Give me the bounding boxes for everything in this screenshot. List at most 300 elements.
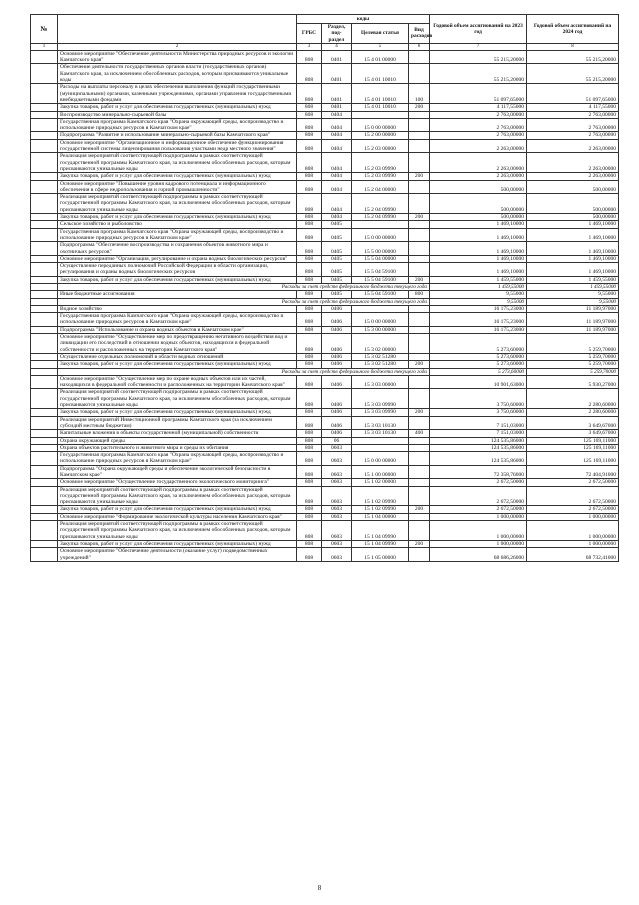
row-vol-2024-cell: 1 469,10000 [527,228,619,242]
table-row [31,540,619,547]
row-grbs-cell: 808 [297,255,322,262]
row-name-cell: Государственная программа Камчатского края "Охрана окружающей среды, воспроизводство и использование природных ресурсов в Камчатском крае" [58,452,297,466]
index-cell: 3 [297,43,322,50]
row-razdel-cell: 0406 [322,416,352,430]
row-razdel-cell: 0404 [322,214,352,221]
row-vol-2024-cell: 125 169,11000 [527,444,619,451]
row-target-cell: 15 1 02 09990 [352,506,409,513]
row-name-cell: Обеспечение деятельности государственных органов власти (государственных органов) Камчатского края, за исключением обособленных расходов, которым присваиваются уникальные коды [58,64,297,84]
row-vol-2023-cell: 2 763,00000 [430,118,527,132]
row-target-cell: 15 1 02 00000 [352,479,409,486]
row-target-cell: 15 4 01 10010 [352,64,409,84]
row-vid-cell [409,111,430,118]
row-number-cell [31,255,58,262]
table-row [31,50,619,64]
row-vol-2024-cell: 2 280,60000 [527,389,619,409]
row-vol-2024-cell: 11 189,97000 [527,313,619,327]
row-razdel-cell: 0401 [322,84,352,104]
table-row [31,513,619,520]
row-vol-2024-cell: 500,00000 [527,194,619,214]
row-number-cell [31,118,58,132]
row-target-cell: 15 3 03 10130 [352,430,409,437]
row-vid-cell [409,465,430,479]
row-vol-2023-cell: 1 469,10000 [430,263,527,277]
row-vol-2024-cell: 2 672,50000 [527,506,619,513]
row-grbs-cell: 808 [297,416,322,430]
row-grbs-cell: 808 [297,118,322,132]
table-row [31,228,619,242]
row-vol-2024-cell: 3 649,67000 [527,416,619,430]
row-number-cell [31,361,58,368]
header-codes: коды [297,15,430,24]
row-name-cell: Реализация мероприятий соответствующей подпрограммы в рамках соответствующей государственной программы Камчатского края, за исключением обособленных расходов, которым присваиваются уникальные коды [58,389,297,409]
row-target-cell: 15 2 03 00000 [352,139,409,153]
row-razdel-cell: 0401 [322,64,352,84]
row-razdel-cell: 0603 [322,479,352,486]
row-grbs-cell: 808 [297,139,322,153]
table-row [31,214,619,221]
header-no: № [31,15,58,44]
row-vid-cell: 200 [409,173,430,180]
row-vid-cell [409,132,430,139]
row-name-cell: Расходы за счет средств федерального бюджета текущего года [58,368,430,375]
row-number-cell [31,139,58,153]
row-vol-2023-cell: 124 535,86000 [430,437,527,444]
row-target-cell: 15 0 00 00000 [352,452,409,466]
row-grbs-cell: 808 [297,361,322,368]
row-name-cell: Закупка товаров, работ и услуг для обеспечения государственных (муниципальных) нужд [58,104,297,111]
row-vid-cell: 200 [409,409,430,416]
row-vol-2023-cell: 2 263,00000 [430,173,527,180]
index-cell: 4 [322,43,352,50]
row-grbs-cell: 808 [297,276,322,283]
row-vid-cell [409,486,430,506]
row-razdel-cell: 0404 [322,139,352,153]
row-grbs-cell: 808 [297,486,322,506]
row-grbs-cell: 808 [297,214,322,221]
row-razdel-cell: 0405 [322,255,352,262]
row-vol-2023-cell: 124 535,86000 [430,444,527,451]
row-razdel-cell: 0404 [322,180,352,194]
table-row [31,153,619,173]
row-vol-2024-cell: 2 763,00000 [527,111,619,118]
row-name-cell: Закупка товаров, работ и услуг для обеспечения государственных (муниципальных) нужд [58,409,297,416]
row-vid-cell [409,255,430,262]
row-number-cell [31,430,58,437]
row-vid-cell: 100 [409,84,430,104]
header-razdel: Раздел, под-раздел [322,24,352,44]
table-row [31,361,619,368]
row-grbs-cell: 808 [297,479,322,486]
table-row [31,313,619,327]
row-vid-cell [409,513,430,520]
row-grbs-cell: 808 [297,540,322,547]
row-target-cell [352,444,409,451]
row-razdel-cell: 0405 [322,276,352,283]
row-vol-2023-cell: 9,55000 [430,291,527,298]
row-razdel-cell: 0406 [322,430,352,437]
row-number-cell [31,153,58,173]
index-cell: 5 [352,43,409,50]
row-name-cell: Подпрограмма "Охрана окружающей среды и обеспечение экологической безопасности в Камчатском крае" [58,465,297,479]
row-vol-2024-cell: 2 763,00000 [527,118,619,132]
row-vol-2024-cell: 1 000,00000 [527,521,619,541]
row-number-cell [31,465,58,479]
row-vol-2024-cell: 1 469,10000 [527,263,619,277]
row-razdel-cell: 0405 [322,291,352,298]
row-target-cell [352,437,409,444]
row-vid-cell [409,437,430,444]
row-number-cell [31,50,58,64]
row-grbs-cell: 808 [297,263,322,277]
row-grbs-cell: 808 [297,375,322,389]
row-number-cell [31,84,58,104]
row-number-cell [31,263,58,277]
row-grbs-cell: 808 [297,242,322,256]
row-target-cell: 15 0 00 00000 [352,228,409,242]
row-number-cell [31,305,58,312]
row-number-cell [31,228,58,242]
row-vol-2023-cell: 500,00000 [430,194,527,214]
row-number-cell [31,409,58,416]
row-vol-2023-cell: 7 151,03000 [430,430,527,437]
row-target-cell: 15 3 03 09990 [352,409,409,416]
row-number-cell [31,326,58,333]
row-vol-2023-cell: 5 273,60000 [430,368,527,375]
row-name-cell: Основное мероприятие "Организационное и информационное обеспечение функционирования государственной системы лицензирования пользования участками недр местного значения" [58,139,297,153]
row-razdel-cell: 0406 [322,313,352,327]
row-vol-2023-cell: 2 763,00000 [430,132,527,139]
row-target-cell: 15 0 00 00000 [352,313,409,327]
row-razdel-cell: 0603 [322,486,352,506]
table-row [31,291,619,298]
row-vol-2023-cell: 2 263,00000 [430,139,527,153]
row-name-cell: Основное мероприятие "Организация, регулирование и охрана водных биологических ресурсов" [58,255,297,262]
row-vol-2023-cell: 2 672,50000 [430,479,527,486]
row-vol-2024-cell: 9,55000 [527,291,619,298]
row-razdel-cell: 0603 [322,444,352,451]
row-razdel-cell: 0603 [322,540,352,547]
row-vol-2024-cell: 1 000,00000 [527,513,619,520]
row-grbs-cell: 808 [297,389,322,409]
row-vid-cell [409,353,430,360]
row-vol-2024-cell: 5 930,27000 [527,375,619,389]
row-vol-2023-cell: 51 097,65000 [430,84,527,104]
row-vid-cell [409,548,430,562]
row-vid-cell [409,263,430,277]
row-number-cell [31,506,58,513]
row-target-cell: 15 1 04 00000 [352,513,409,520]
row-number-cell [31,548,58,562]
row-number-cell [31,444,58,451]
row-number-cell [31,221,58,228]
table-row [31,276,619,283]
row-vol-2024-cell: 11 189,97000 [527,305,619,312]
row-vol-2023-cell: 1 000,00000 [430,513,527,520]
row-vol-2023-cell: 2 672,50000 [430,506,527,513]
row-vol-2024-cell: 5 259,70000 [527,334,619,354]
row-target-cell: 15 3 02 00000 [352,334,409,354]
row-razdel-cell: 06 [322,437,352,444]
row-vid-cell: 200 [409,214,430,221]
row-vid-cell: 200 [409,104,430,111]
table-row [31,444,619,451]
table-row [31,506,619,513]
row-name-cell: Охрана объектов растительного и животного мира и среды их обитания [58,444,297,451]
row-name-cell: Закупка товаров, работ и услуг для обеспечения государственных (муниципальных) нужд [58,214,297,221]
row-name-cell: Воспроизводство минерально-сырьевой базы [58,111,297,118]
row-target-cell: 15 0 00 00000 [352,118,409,132]
row-target-cell: 15 2 00 00000 [352,132,409,139]
row-name-cell: Государственная программа Камчатского края "Охрана окружающей среды, воспроизводство и использование природных ресурсов в Камчатском крае" [58,313,297,327]
row-vol-2023-cell: 9,55000 [430,298,527,305]
row-target-cell [352,305,409,312]
row-vol-2023-cell: 2 263,00000 [430,153,527,173]
row-vol-2023-cell: 3 750,60000 [430,389,527,409]
row-vol-2023-cell: 72 358,76000 [430,465,527,479]
table-row [31,548,619,562]
row-name-cell: Государственная программа Камчатского края "Охрана окружающей среды, воспроизводство и использование природных ресурсов в Камчатском крае" [58,228,297,242]
index-cell: 6 [409,43,430,50]
row-vol-2023-cell: 124 535,86000 [430,452,527,466]
row-grbs-cell: 808 [297,132,322,139]
table-row [31,242,619,256]
table-row [31,111,619,118]
row-vol-2024-cell: 2 263,00000 [527,173,619,180]
row-vol-2023-cell: 1 469,10000 [430,255,527,262]
row-number-cell [31,375,58,389]
row-target-cell [352,111,409,118]
row-grbs-cell: 808 [297,326,322,333]
row-target-cell: 15 5 04 59100 [352,276,409,283]
row-target-cell: 15 2 04 09990 [352,194,409,214]
row-vol-2024-cell: 55 215,20000 [527,64,619,84]
row-vol-2024-cell: 2 280,60000 [527,409,619,416]
row-vid-cell [409,228,430,242]
table-body [31,50,619,561]
row-number-cell [31,242,58,256]
table-row [31,465,619,479]
row-razdel-cell: 0603 [322,465,352,479]
table-row [31,64,619,84]
row-vol-2024-cell: 2 263,00000 [527,139,619,153]
row-vol-2024-cell: 51 097,65000 [527,84,619,104]
row-target-cell: 15 2 04 09990 [352,214,409,221]
row-name-cell: Подпрограмма "Развитие и использование минерально-сырьевой базы Камчатского края" [58,132,297,139]
row-grbs-cell: 808 [297,513,322,520]
row-name-cell: Закупка товаров, работ и услуг для обеспечения государственных (муниципальных) нужд [58,506,297,513]
row-vol-2023-cell: 2 763,00000 [430,111,527,118]
row-vid-cell [409,64,430,84]
row-vol-2024-cell: 125 169,11000 [527,437,619,444]
row-number-cell [31,291,58,298]
row-vol-2024-cell: 1 459,55000 [527,276,619,283]
row-number-cell [31,132,58,139]
row-name-cell: Расходы за счет средств федерального бюджета текущего года [58,298,430,305]
row-number-cell [31,521,58,541]
row-grbs-cell: 808 [297,180,322,194]
row-grbs-cell: 808 [297,50,322,64]
row-name-cell: Основное мероприятие "Повышение уровня кадрового потенциала и информационного обеспечения в сфере недропользования и горной промышленности" [58,180,297,194]
row-grbs-cell: 808 [297,452,322,466]
row-target-cell: 15 2 03 09990 [352,173,409,180]
row-vol-2023-cell: 55 215,20000 [430,64,527,84]
row-vid-cell [409,118,430,132]
row-vol-2023-cell: 5 273,60000 [430,334,527,354]
row-vol-2023-cell: 1 469,10000 [430,221,527,228]
row-name-cell: Основное мероприятие "Осуществление мер по предотвращению негативного воздействия вод и ликвидации его последствий в отношении водных объектов, находящихся в федеральной собственности и расположенных на территории Камчатского края" [58,334,297,354]
row-vid-cell [409,521,430,541]
row-razdel-cell: 0603 [322,506,352,513]
row-number-cell [31,479,58,486]
row-vol-2023-cell: 5 273,60000 [430,353,527,360]
row-target-cell: 15 5 04 59100 [352,263,409,277]
row-number-cell [31,353,58,360]
row-razdel-cell: 0404 [322,173,352,180]
row-vol-2023-cell: 1 469,10000 [430,242,527,256]
row-number-cell [31,368,58,375]
row-grbs-cell: 808 [297,291,322,298]
row-grbs-cell: 808 [297,444,322,451]
row-vol-2024-cell: 1 000,00000 [527,540,619,547]
row-grbs-cell: 808 [297,353,322,360]
row-grbs-cell: 808 [297,173,322,180]
row-vid-cell: 800 [409,291,430,298]
table-row [31,263,619,277]
row-number-cell [31,513,58,520]
row-name-cell: Основное мероприятие "Формирование экологической культуры населения Камчатского края" [58,513,297,520]
row-grbs-cell: 808 [297,228,322,242]
row-vid-cell [409,375,430,389]
row-target-cell: 15 1 04 09990 [352,521,409,541]
row-vol-2023-cell: 10 901,63000 [430,375,527,389]
row-vid-cell [409,444,430,451]
row-vid-cell [409,479,430,486]
row-razdel-cell: 0406 [322,409,352,416]
row-name-cell: Основное мероприятие "Обеспечение деятельности Министерства природных ресурсов и экологии Камчатского края" [58,50,297,64]
row-vid-cell: 200 [409,361,430,368]
row-name-cell: Иные бюджетные ассигнования [58,291,297,298]
header-name [58,15,297,44]
funding-note-row [31,283,619,290]
row-razdel-cell: 0405 [322,228,352,242]
table-row [31,479,619,486]
row-name-cell: Подпрограмма "Обеспечение воспроизводства и сохранения объектов животного мира и охотничьих ресурсов" [58,242,297,256]
table-row [31,430,619,437]
row-vid-cell [409,305,430,312]
row-target-cell: 15 5 04 00000 [352,255,409,262]
table-row [31,409,619,416]
row-razdel-cell: 0405 [322,221,352,228]
row-grbs-cell: 808 [297,409,322,416]
row-vid-cell: 400 [409,430,430,437]
row-razdel-cell: 0406 [322,389,352,409]
row-grbs-cell: 808 [297,430,322,437]
row-vol-2024-cell: 125 169,11000 [527,452,619,466]
row-razdel-cell: 0603 [322,521,352,541]
row-name-cell: Государственная программа Камчатского края "Охрана окружающей среды, воспроизводство и использование природных ресурсов в Камчатском крае" [58,118,297,132]
table-row [31,132,619,139]
row-target-cell: 15 1 02 09990 [352,486,409,506]
row-grbs-cell: 808 [297,465,322,479]
row-number-cell [31,334,58,354]
row-grbs-cell: 808 [297,111,322,118]
table-row [31,521,619,541]
row-number-cell [31,111,58,118]
row-grbs-cell: 808 [297,84,322,104]
row-razdel-cell: 0406 [322,326,352,333]
row-vol-2024-cell: 68 732,41000 [527,548,619,562]
row-razdel-cell: 0603 [322,452,352,466]
table-row [31,437,619,444]
row-vol-2024-cell: 72 404,91000 [527,465,619,479]
table-row [31,194,619,214]
table-row [31,416,619,430]
header-grbs: ГРБС [297,24,322,44]
row-razdel-cell: 0404 [322,111,352,118]
row-vol-2024-cell: 55 215,20000 [527,50,619,64]
row-target-cell: 15 1 04 09990 [352,540,409,547]
row-razdel-cell: 0603 [322,513,352,520]
row-number-cell [31,540,58,547]
row-grbs-cell: 808 [297,506,322,513]
table-row [31,486,619,506]
row-vol-2023-cell: 1 000,00000 [430,521,527,541]
table-row [31,139,619,153]
row-razdel-cell: 0404 [322,118,352,132]
table-row [31,180,619,194]
page-number: 8 [317,884,322,892]
row-grbs-cell: 808 [297,521,322,541]
row-target-cell: 15 1 05 00000 [352,548,409,562]
row-vid-cell [409,313,430,327]
row-razdel-cell: 0406 [322,334,352,354]
row-vid-cell [409,139,430,153]
row-vol-2023-cell: 55 215,20000 [430,50,527,64]
table-row [31,375,619,389]
row-grbs-cell: 808 [297,221,322,228]
row-vid-cell [409,153,430,173]
row-number-cell [31,180,58,194]
table-row [31,84,619,104]
row-number-cell [31,173,58,180]
row-name-cell: Осуществление отдельных полномочий в области водных отношений [58,353,297,360]
row-vid-cell [409,194,430,214]
row-vol-2023-cell: 2 672,50000 [430,486,527,506]
row-number-cell [31,283,58,290]
table-row [31,118,619,132]
row-vol-2024-cell: 1 459,55000 [527,283,619,290]
row-vol-2023-cell: 500,00000 [430,180,527,194]
row-vol-2023-cell: 16 175,23000 [430,313,527,327]
row-target-cell: 15 2 03 09990 [352,153,409,173]
row-target-cell: 15 3 03 09990 [352,389,409,409]
table-row [31,452,619,466]
row-name-cell: Капитальные вложения в объекты государственной (муниципальной) собственности [58,430,297,437]
row-name-cell: Закупка товаров, работ и услуг для обеспечения государственных (муниципальных) нужд [58,540,297,547]
row-vid-cell: 200 [409,506,430,513]
row-grbs-cell: 808 [297,64,322,84]
index-cell: 2 [58,43,297,50]
row-razdel-cell: 0406 [322,361,352,368]
row-number-cell [31,214,58,221]
row-number-cell [31,104,58,111]
row-razdel-cell: 0404 [322,153,352,173]
row-name-cell: Закупка товаров, работ и услуг для обеспечения государственных (муниципальных) нужд [58,361,297,368]
row-number-cell [31,486,58,506]
row-target-cell: 15 3 03 00000 [352,375,409,389]
row-vid-cell [409,180,430,194]
